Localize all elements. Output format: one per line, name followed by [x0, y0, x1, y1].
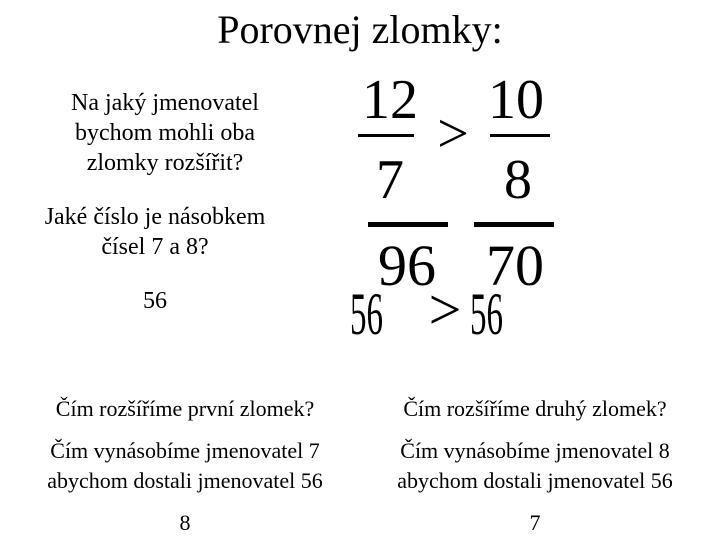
expanded-left-bar: [368, 222, 448, 227]
first-step-explanation: [10, 436, 360, 496]
expanded-left-numerator: 96: [378, 233, 436, 298]
right-numerator: 10: [488, 69, 544, 131]
right-denominator: 8: [504, 149, 532, 211]
first-step-answer: 8: [179, 510, 191, 535]
expanded-right-bar: [474, 222, 554, 227]
second-step-explanation: [360, 436, 710, 496]
question-line: zlomky rozšířit?: [86, 150, 244, 176]
expanded-right-numerator: 70: [486, 233, 544, 298]
expanded-left-denominator: 56: [350, 281, 383, 347]
multiple-question: [10, 202, 300, 262]
question-line: Na jaký jmenovatel: [71, 90, 259, 116]
expanded-comparison-sign: >: [428, 277, 462, 342]
second-step-answer: 7: [529, 510, 541, 535]
question-line: Jaké číslo je násobkem: [44, 204, 266, 230]
question-line: čísel 7 a 8?: [101, 234, 209, 260]
explanation-line: abychom dostali jmenovatel 56: [47, 468, 323, 493]
multiple-answer: 56: [143, 288, 167, 314]
explanation-line: Čím vynásobíme jmenovatel 8: [400, 438, 670, 463]
question-line: bychom mohli oba: [75, 120, 255, 146]
expanded-right-denominator: 56: [470, 281, 503, 347]
first-step-question: Čím rozšíříme první zlomek?: [55, 396, 315, 421]
right-fraction-bar: [490, 134, 550, 137]
explanation-line: abychom dostali jmenovatel 56: [397, 468, 673, 493]
left-fraction-bar: [358, 134, 414, 137]
common-denominator-question: [20, 88, 310, 178]
page-title: Porovnej zlomky:: [217, 7, 503, 52]
left-numerator: 12: [362, 69, 418, 131]
second-step-question: Čím rozšíříme druhý zlomek?: [403, 396, 667, 421]
left-denominator: 7: [376, 149, 404, 211]
comparison-sign: >: [437, 103, 469, 165]
explanation-line: Čím vynásobíme jmenovatel 7: [50, 438, 320, 463]
